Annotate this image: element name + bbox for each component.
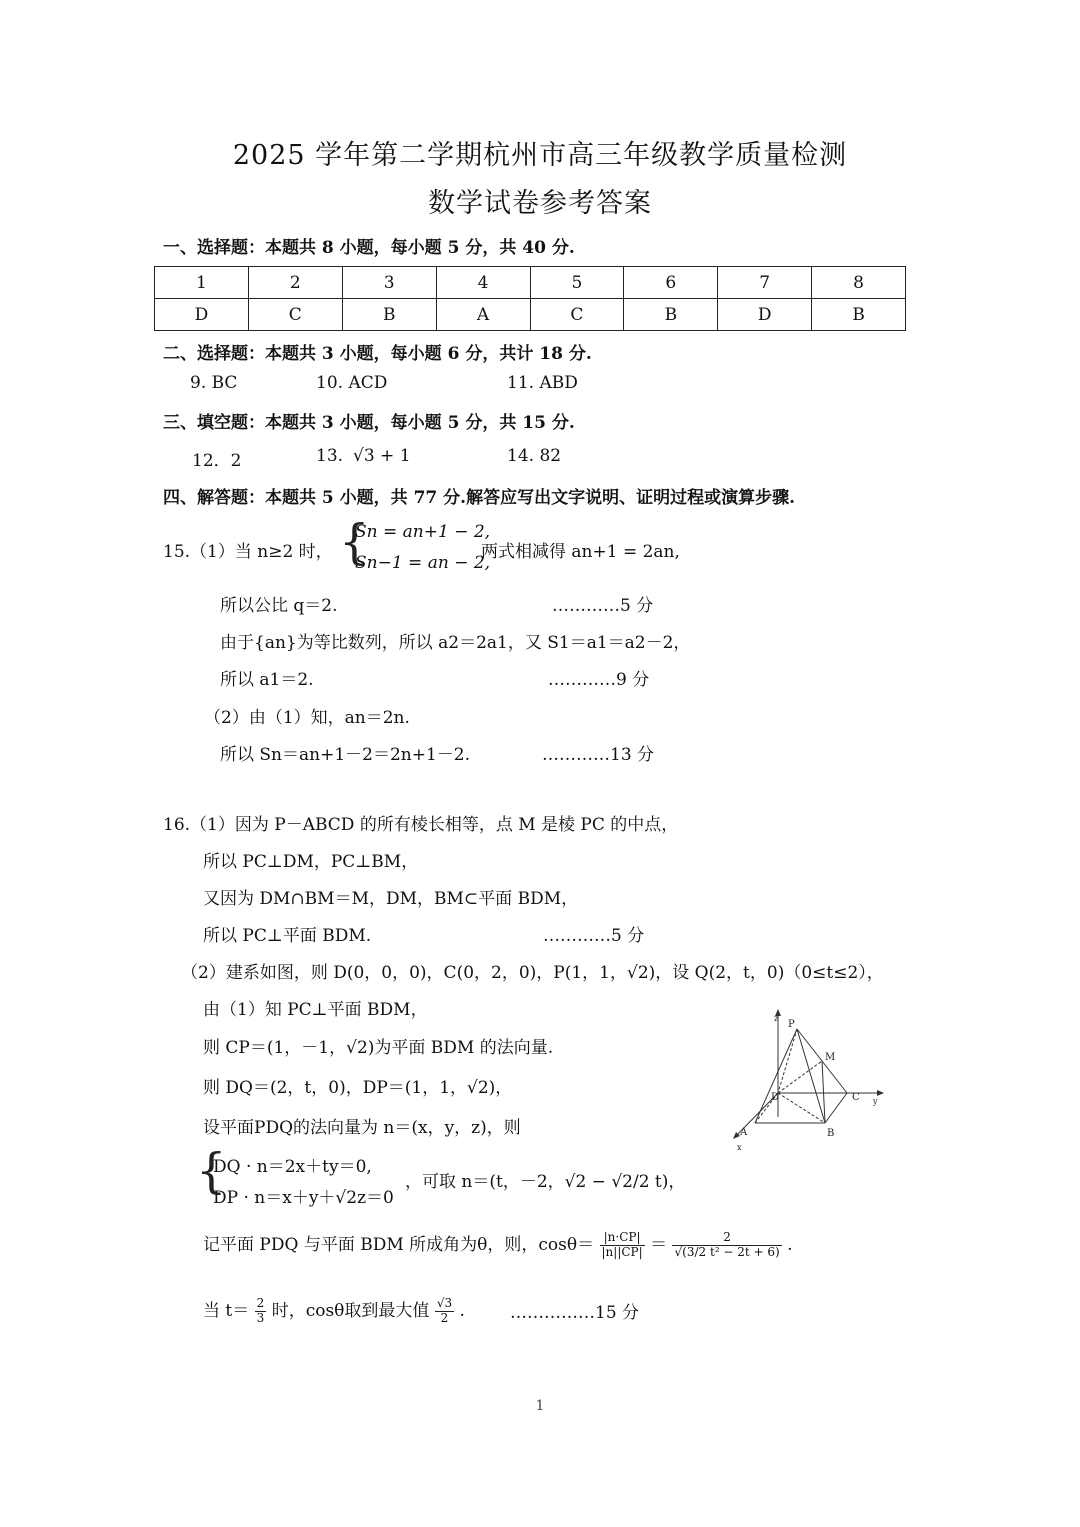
q16-line10: [203, 1230, 793, 1260]
q16-line1: 16.（1）因为 P－ABCD 的所有棱长相等，点 M 是棱 PC 的中点，: [163, 815, 679, 835]
q16-line11-text2: 时，cosθ取到最大值: [271, 1301, 430, 1321]
label-A: A: [740, 1127, 748, 1138]
q16-score4: …………5 分: [543, 926, 645, 946]
fraction-denominator: |n||CP|: [601, 1245, 643, 1259]
fraction: [600, 1231, 645, 1260]
q16-line11: [203, 1296, 465, 1326]
table-cell: C: [248, 299, 342, 331]
table-cell: B: [342, 299, 436, 331]
fraction-numerator: 2: [256, 1296, 265, 1311]
label-C: C: [852, 1092, 860, 1103]
q16-line7: 则 CP＝(1，－1，√2)为平面 BDM 的法向量.: [203, 1038, 554, 1058]
q15-line3: 所以 a1＝2.: [220, 670, 314, 690]
q15-tail: 两式相减得 an+1 = 2an,: [481, 542, 680, 562]
table-cell: 4: [436, 267, 530, 299]
fraction: [255, 1297, 267, 1326]
q15-line2: 由于{an}为等比数列，所以 a2＝2a1，又 S1＝a1＝a2－2，: [220, 633, 691, 653]
q16-line2: 所以 PC⊥DM，PC⊥BM，: [203, 852, 419, 872]
line-DM: [778, 1061, 822, 1093]
section4-heading: 四、解答题：本题共 5 小题，共 77 分.解答应写出文字说明、证明过程或演算步骤.: [163, 488, 795, 508]
section1-heading: 一、选择题：本题共 8 小题，每小题 5 分，共 40 分.: [163, 238, 575, 258]
q16-line10-text: 记平面 PDQ 与平面 BDM 所成角为θ，则，cosθ＝: [203, 1235, 595, 1255]
answer-11: 11. ABD: [507, 373, 578, 393]
table-cell: B: [812, 299, 906, 331]
fraction: [672, 1231, 781, 1260]
table-cell: 2: [248, 267, 342, 299]
q15-line5: 所以 Sn＝an+1－2＝2n+1－2.: [220, 745, 471, 765]
answer-table-answer-row: [155, 299, 906, 331]
fraction: [435, 1297, 454, 1326]
edge-PB: [797, 1029, 825, 1123]
brace-symbol: {: [196, 1143, 227, 1199]
answer-13-label: 13.: [316, 446, 344, 466]
brace-symbol: {: [339, 514, 370, 570]
edge-PD: [778, 1029, 797, 1093]
page-number: 1: [535, 1398, 545, 1414]
answer-table-number-row: [155, 267, 906, 299]
answer-13-value: √3 + 1: [353, 446, 411, 466]
fraction-denominator: 3: [256, 1311, 265, 1325]
period: .: [459, 1301, 465, 1321]
q16-line5: （2）建系如图，则 D(0，0，0)，C(0，2，0)，P(1，1，√2)，设 Q(2，t，0)（0≤t≤2），: [181, 963, 884, 983]
table-cell: D: [718, 299, 812, 331]
table-cell: A: [436, 299, 530, 331]
label-D: D: [771, 1092, 780, 1103]
label-x: x: [737, 1143, 742, 1152]
q15-line1: 所以公比 q＝2.: [220, 596, 338, 616]
table-cell: C: [530, 299, 624, 331]
label-P: P: [788, 1019, 795, 1030]
answer-12: 12．2: [192, 451, 242, 471]
period: .: [787, 1235, 793, 1255]
answer-14: 14. 82: [507, 446, 562, 466]
table-cell: B: [624, 299, 718, 331]
label-M: M: [825, 1052, 836, 1063]
label-z: z: [774, 1014, 779, 1023]
q15-eq1: Sn = an+1 − 2,: [355, 522, 491, 542]
answer-table: [154, 266, 906, 331]
table-cell: 8: [812, 267, 906, 299]
fraction-numerator: 2: [672, 1231, 781, 1246]
q16-line11-text: 当 t＝: [203, 1301, 250, 1321]
q16-line8: 则 DQ＝(2，t，0)，DP＝(1，1，√2)，: [203, 1078, 513, 1098]
answer-10: 10. ACD: [316, 373, 388, 393]
q15-score1: …………5 分: [552, 596, 654, 616]
page-subtitle: 数学试卷参考答案: [428, 188, 652, 219]
pyramid-figure: [725, 1005, 895, 1155]
q15-score5: …………13 分: [542, 745, 655, 765]
equals-sign: ＝: [650, 1235, 668, 1255]
table-cell: 6: [624, 267, 718, 299]
answer-9: 9. BC: [190, 373, 238, 393]
section3-heading: 三、填空题：本题共 3 小题，每小题 5 分，共 15 分.: [163, 413, 575, 433]
axis-arrows: [733, 1009, 884, 1139]
q16-eq1: DQ · n＝2x＋ty＝0,: [213, 1157, 372, 1177]
q16-pick: ，可取 n＝(t，－2，√2 − √2/2 t)，: [405, 1172, 686, 1192]
edge-PA: [755, 1029, 797, 1123]
q16-line4: 所以 PC⊥平面 BDM.: [203, 926, 372, 946]
q16-line3: 又因为 DM∩BM＝M，DM，BM⊂平面 BDM，: [203, 889, 579, 909]
table-cell: D: [155, 299, 249, 331]
q15-line4: （2）由（1）知，an＝2n.: [204, 708, 410, 728]
section2-heading: 二、选择题：本题共 3 小题，每小题 6 分，共计 18 分.: [163, 344, 592, 364]
fraction-numerator: √3: [436, 1296, 453, 1311]
fraction-denominator: √(3/2 t² − 2t + 6): [674, 1245, 780, 1259]
q16-line6: 由（1）知 PC⊥平面 BDM，: [203, 1000, 428, 1020]
line-DB: [778, 1093, 825, 1123]
table-cell: 1: [155, 267, 249, 299]
label-B: B: [827, 1128, 835, 1139]
q15-score3: …………9 分: [548, 670, 650, 690]
q16-eq2: DP · n＝x＋y＋√2z＝0: [213, 1188, 394, 1208]
fraction-numerator: |n·CP|: [600, 1231, 645, 1246]
page-title: 2025 学年第二学期杭州市高三年级教学质量检测: [232, 140, 848, 171]
q15-eq2: Sn−1 = an − 2,: [355, 553, 491, 573]
table-cell: 5: [530, 267, 624, 299]
table-cell: 7: [718, 267, 812, 299]
q16-line9: 设平面PDQ的法向量为 n＝(x，y，z)，则: [203, 1118, 521, 1138]
table-cell: 3: [342, 267, 436, 299]
fraction-denominator: 2: [440, 1311, 449, 1325]
label-y: y: [873, 1097, 878, 1106]
edge-BC: [825, 1093, 847, 1123]
q15-label: 15.（1）当 n≥2 时，: [163, 542, 333, 562]
q16-score11: ……………15 分: [510, 1303, 640, 1323]
